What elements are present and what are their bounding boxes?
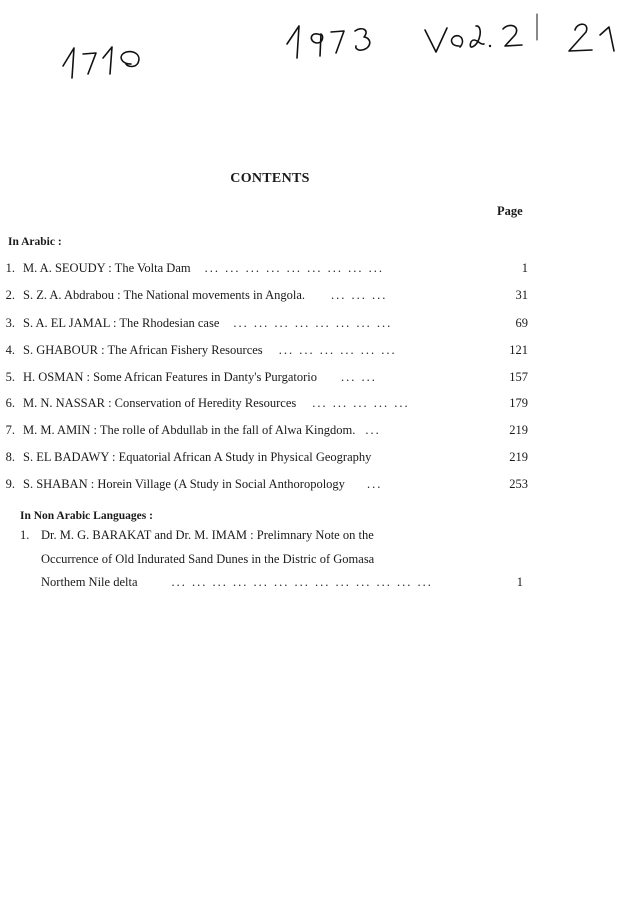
entry-page-number: 219 <box>509 450 528 464</box>
toc-entry[interactable] <box>0 288 627 308</box>
entry-title: S. Z. A. Abdrabou : The National movements in Angola. <box>23 288 306 302</box>
dot-leader: ... ... ... ... ... <box>312 396 410 410</box>
dot-leader: ... ... ... ... ... ... ... ... <box>233 316 393 330</box>
dot-leader: ... ... ... <box>331 288 388 302</box>
entry-number: 1. <box>5 261 15 275</box>
entry-title: H. OSMAN : Some African Features in Danty's Purgatorio <box>23 370 318 384</box>
entry-number: 5. <box>5 370 15 384</box>
toc-entry[interactable] <box>0 477 627 497</box>
entry-title-line: Northem Nile delta <box>41 575 138 589</box>
entry-page-number: 1 <box>521 261 528 275</box>
handwritten-year <box>287 26 370 58</box>
entry-number: 7. <box>5 423 15 437</box>
entry-page-number: 253 <box>509 477 528 491</box>
dot-leader: ... ... ... ... ... ... ... ... ... ... ... ... ... <box>171 575 433 589</box>
entry-number: 9. <box>5 477 15 491</box>
entry-number: 1. <box>20 528 30 542</box>
handwritten-volume <box>425 25 522 52</box>
handwritten-mark <box>569 24 614 51</box>
entry-title: S. SHABAN : Horein Village (A Study in Social Anthoropology <box>23 477 345 491</box>
entry-title-line: Dr. M. G. BARAKAT and Dr. M. IMAM : Prelimnary Note on the <box>41 528 374 542</box>
entry-page-number: 1 <box>516 575 523 589</box>
toc-entry[interactable] <box>0 423 627 443</box>
handwritten-annotations <box>0 0 627 110</box>
entry-page-number: 31 <box>515 288 528 302</box>
entry-title: M. N. NASSAR : Conservation of Heredity Resources <box>23 396 297 410</box>
dot-leader: ... ... ... ... ... ... <box>278 343 397 357</box>
dot-leader: ... <box>365 423 381 437</box>
dot-leader: ... ... <box>341 370 377 384</box>
entry-page-number: 179 <box>509 396 528 410</box>
handwritten-ref-number <box>63 47 139 78</box>
section-heading-arabic: In Arabic : <box>8 236 62 248</box>
contents-title: CONTENTS <box>230 171 310 186</box>
entry-title: S. GHABOUR : The African Fishery Resources <box>23 343 263 357</box>
toc-entry[interactable] <box>0 450 627 470</box>
page-column-header: Page <box>497 204 523 218</box>
entry-number: 6. <box>5 396 15 410</box>
dot-leader: ... <box>366 477 383 491</box>
entry-page-number: 121 <box>509 343 528 357</box>
toc-entry[interactable] <box>0 343 627 363</box>
toc-entry[interactable] <box>0 316 627 336</box>
dot-leader: ... ... ... ... ... ... ... ... ... <box>204 261 384 275</box>
entry-number: 8. <box>5 450 15 464</box>
entry-page-number: 219 <box>509 423 528 437</box>
entry-title: S. EL BADAWY : Equatorial African A Study in Physical Geography <box>23 450 372 464</box>
entry-title: M. M. AMIN : The rolle of Abdullab in the fall of Alwa Kingdom. <box>23 423 356 437</box>
toc-entry[interactable] <box>0 261 627 281</box>
entry-number: 2. <box>5 288 15 302</box>
entry-title-line: Occurrence of Old Indurated Sand Dunes in the Distric of Gomasa <box>41 552 375 566</box>
entry-number: 3. <box>5 316 15 330</box>
section-heading-non-arabic: In Non Arabic Languages : <box>20 510 153 522</box>
toc-entry[interactable] <box>0 370 627 390</box>
entry-page-number: 69 <box>515 316 528 330</box>
entry-title: S. A. EL JAMAL : The Rhodesian case <box>23 316 220 330</box>
entry-title: M. A. SEOUDY : The Volta Dam <box>23 261 191 275</box>
entry-number: 4. <box>5 343 15 357</box>
entry-page-number: 157 <box>509 370 528 384</box>
toc-entry[interactable] <box>0 396 627 416</box>
